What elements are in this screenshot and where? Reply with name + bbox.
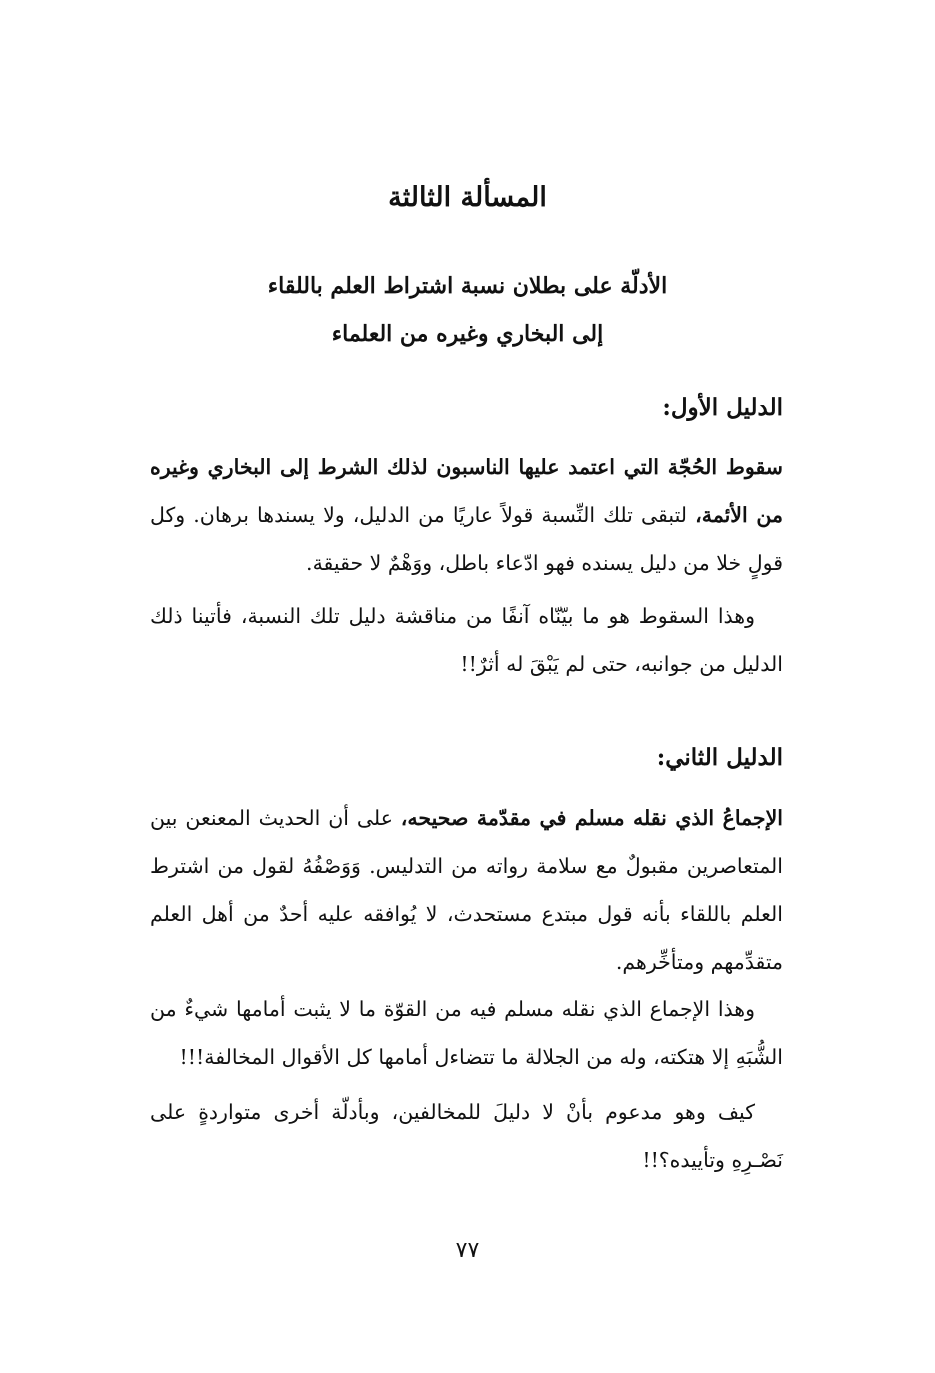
evidence-2-heading: الدليل الثاني: <box>656 744 783 771</box>
evidence-1-paragraph-1-text: لتبقى تلك النِّسبة قولاً عاريًا من الدليل، ولا يسندها برهان. وكل قولٍ خلا من دليل يسنده فهو ادّعاء باطل، ووَهْمٌ لا حقيقة. <box>150 503 783 575</box>
evidence-1-paragraph-2: وهذا السقوط هو ما بيّنّاه آنفًا من مناقشة دليل تلك النسبة، فأتينا ذلك الدليل من جوانبه، حتى لم يَبْقَ له أثرٌ!! <box>150 604 783 676</box>
section-subtitle <box>0 262 935 358</box>
evidence-2-paragraph-3: كيف وهو مدعوم بأنْ لا دليلَ للمخالفين، وبأدلّة أخرى متواردةٍ على نَصْـرِهِ وتأييده؟!! <box>150 1100 783 1172</box>
chapter-title: المسألة الثالثة <box>388 182 547 213</box>
evidence-2-paragraph-1-text: على أن الحديث المعنعن بين المتعاصرين مقبولٌ مع سلامة رواته من التدليس. وَوَصْفُهُ لقول من اشترط العلم باللقاء بأنه قول مبتدع مستحدث، لا يُوافقه عليه أحدٌ من أهل العلم متقدِّمهم ومتأخِّرهم. <box>150 806 783 974</box>
evidence-1-heading: الدليل الأول: <box>662 394 783 421</box>
evidence-2-paragraph-1 <box>150 794 783 986</box>
evidence-2-bold-statement: الإجماعُ الذي نقله مسلم في مقدّمة صحيحه، <box>400 806 783 830</box>
subtitle-line-1: الأدلّة على بطلان نسبة اشتراط العلم باللقاء <box>267 273 668 299</box>
page-number: ٧٧ <box>455 1238 480 1263</box>
evidence-2-paragraph-2: وهذا الإجماع الذي نقله مسلم فيه من القوّة ما لا يثبت أمامها شيءٌ من الشُّبَهِ إلا هتكته، وله من الجلالة ما تتضاءل أمامها كل الأقوال المخالفة!!! <box>150 997 783 1069</box>
evidence-1-paragraph-1 <box>150 443 783 587</box>
subtitle-line-2: إلى البخاري وغيره من العلماء <box>331 321 604 347</box>
evidence-1-bold-statement: سقوط الحُجّة التي اعتمد عليها الناسبون لذلك الشرط إلى البخاري وغيره من الأئمة، <box>150 455 783 527</box>
